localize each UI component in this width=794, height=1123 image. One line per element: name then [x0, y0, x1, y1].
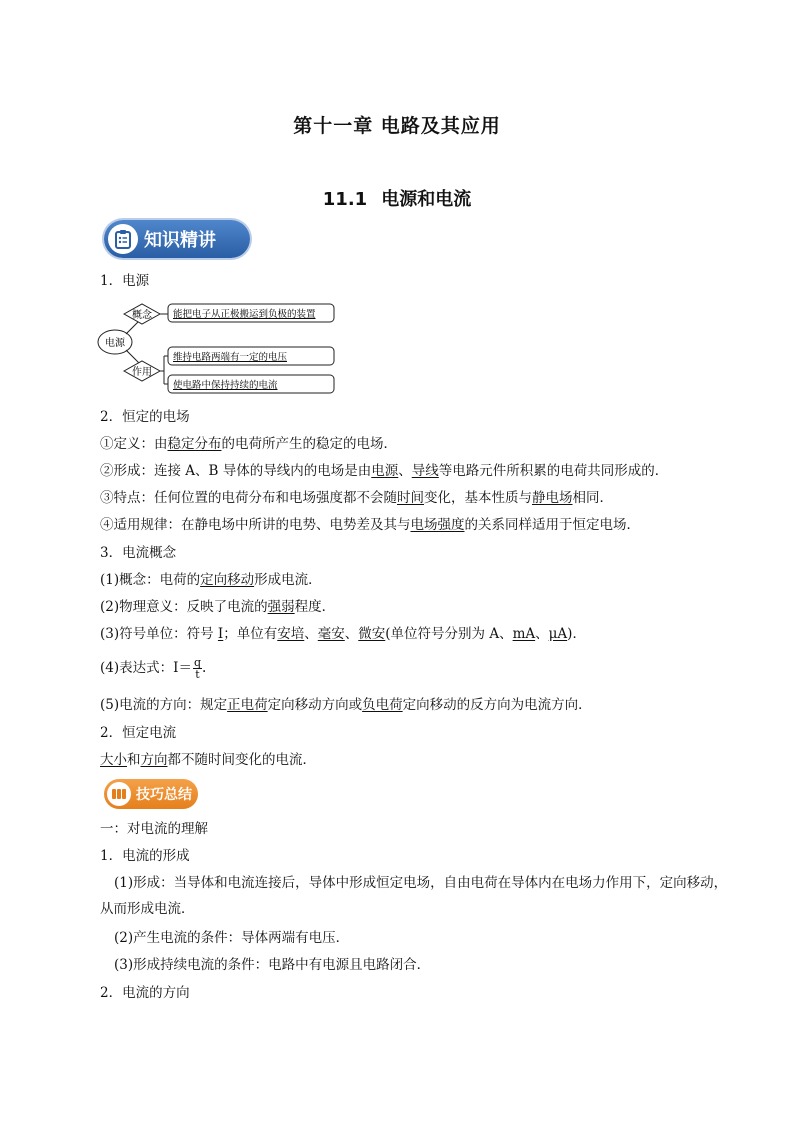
- diagram-box-concept-text: 能把电子从正极搬运到负极的装置: [173, 309, 316, 320]
- skills-badge: [104, 779, 198, 809]
- knowledge-badge-label: 知识精讲: [144, 230, 216, 251]
- s4-heading: 2．恒定电流: [100, 725, 177, 741]
- clipboard-icon: [108, 224, 138, 254]
- s2-item-feature: ③特点：任何位置的电荷分布和电场强度都不会随时间变化，基本性质与静电场相同．: [100, 490, 613, 506]
- skills-paragraph-1: (1)形成：当导体和电流连接后，导体中形成恒定电场，自由电荷在导体内在电场力作用下，定向移动，从而形成电流．: [100, 875, 728, 917]
- s2-item-definition: ①定义：由稳定分布的电荷所产生的稳定的电场．: [100, 436, 397, 452]
- section-name: 电源和电流: [381, 189, 472, 210]
- s4-text: 大小和方向都不随时间变化的电流．: [100, 752, 316, 768]
- skills-paragraph-2: (2)产生电流的条件：导体两端有电压．: [114, 930, 350, 946]
- s1-heading: 1．电源: [100, 273, 150, 289]
- s3-item-units: (3)符号单位：符号 I；单位有安培、毫安、微安(单位符号分别为 A、mA、μA)．: [100, 626, 586, 642]
- skills-badge-label: 技巧总结: [136, 787, 192, 803]
- power-source-diagram: [96, 298, 340, 398]
- chapter-title: 第十一章 电路及其应用: [293, 115, 501, 137]
- knowledge-badge: [104, 220, 250, 258]
- s2-item-rules: ④适用规律：在静电场中所讲的电势、电势差及其与电场强度的关系同样适用于恒定电场．: [100, 517, 640, 533]
- skills-heading-3: 2．电流的方向: [100, 985, 190, 1001]
- section-number: 11.1: [322, 189, 368, 210]
- diagram-branch2-label: 作用: [132, 367, 152, 378]
- s3-item-concept: (1)概念：电荷的定向移动形成电流．: [100, 572, 322, 588]
- skills-heading-2: 1．电流的形成: [100, 848, 190, 864]
- s3-heading: 3．电流概念: [100, 545, 177, 561]
- diagram-box-role2-text: 使电路中保持持续的电流: [173, 380, 278, 391]
- diagram-branch1-label: 概念: [132, 310, 152, 321]
- s3-item-meaning: (2)物理意义：反映了电流的强弱程度．: [100, 599, 336, 615]
- skills-heading-1: 一：对电流的理解: [100, 821, 208, 837]
- diagram-root-label: 电源: [105, 338, 125, 349]
- s3-item-formula: (4)表达式：I＝ $\frac{q}{t}$ .: [100, 656, 207, 681]
- s2-heading: 2．恒定的电场: [100, 409, 190, 425]
- skills-paragraph-3: (3)形成持续电流的条件：电路中有电源且电路闭合．: [114, 957, 431, 973]
- battery-icon: [107, 782, 131, 806]
- formula-fraction: $\frac{q}{t}$: [193, 656, 202, 681]
- section-title: [0, 185, 794, 211]
- s2-item-formation: ②形成：连接 A、B 导体的导线内的电场是由电源、导线等电路元件所积累的电荷共同形成的．: [100, 463, 669, 479]
- s3-item-direction: (5)电流的方向：规定正电荷定向移动方向或负电荷定向移动的反方向为电流方向．: [100, 697, 592, 713]
- diagram-box-role1-text: 维持电路两端有一定的电压: [173, 352, 288, 363]
